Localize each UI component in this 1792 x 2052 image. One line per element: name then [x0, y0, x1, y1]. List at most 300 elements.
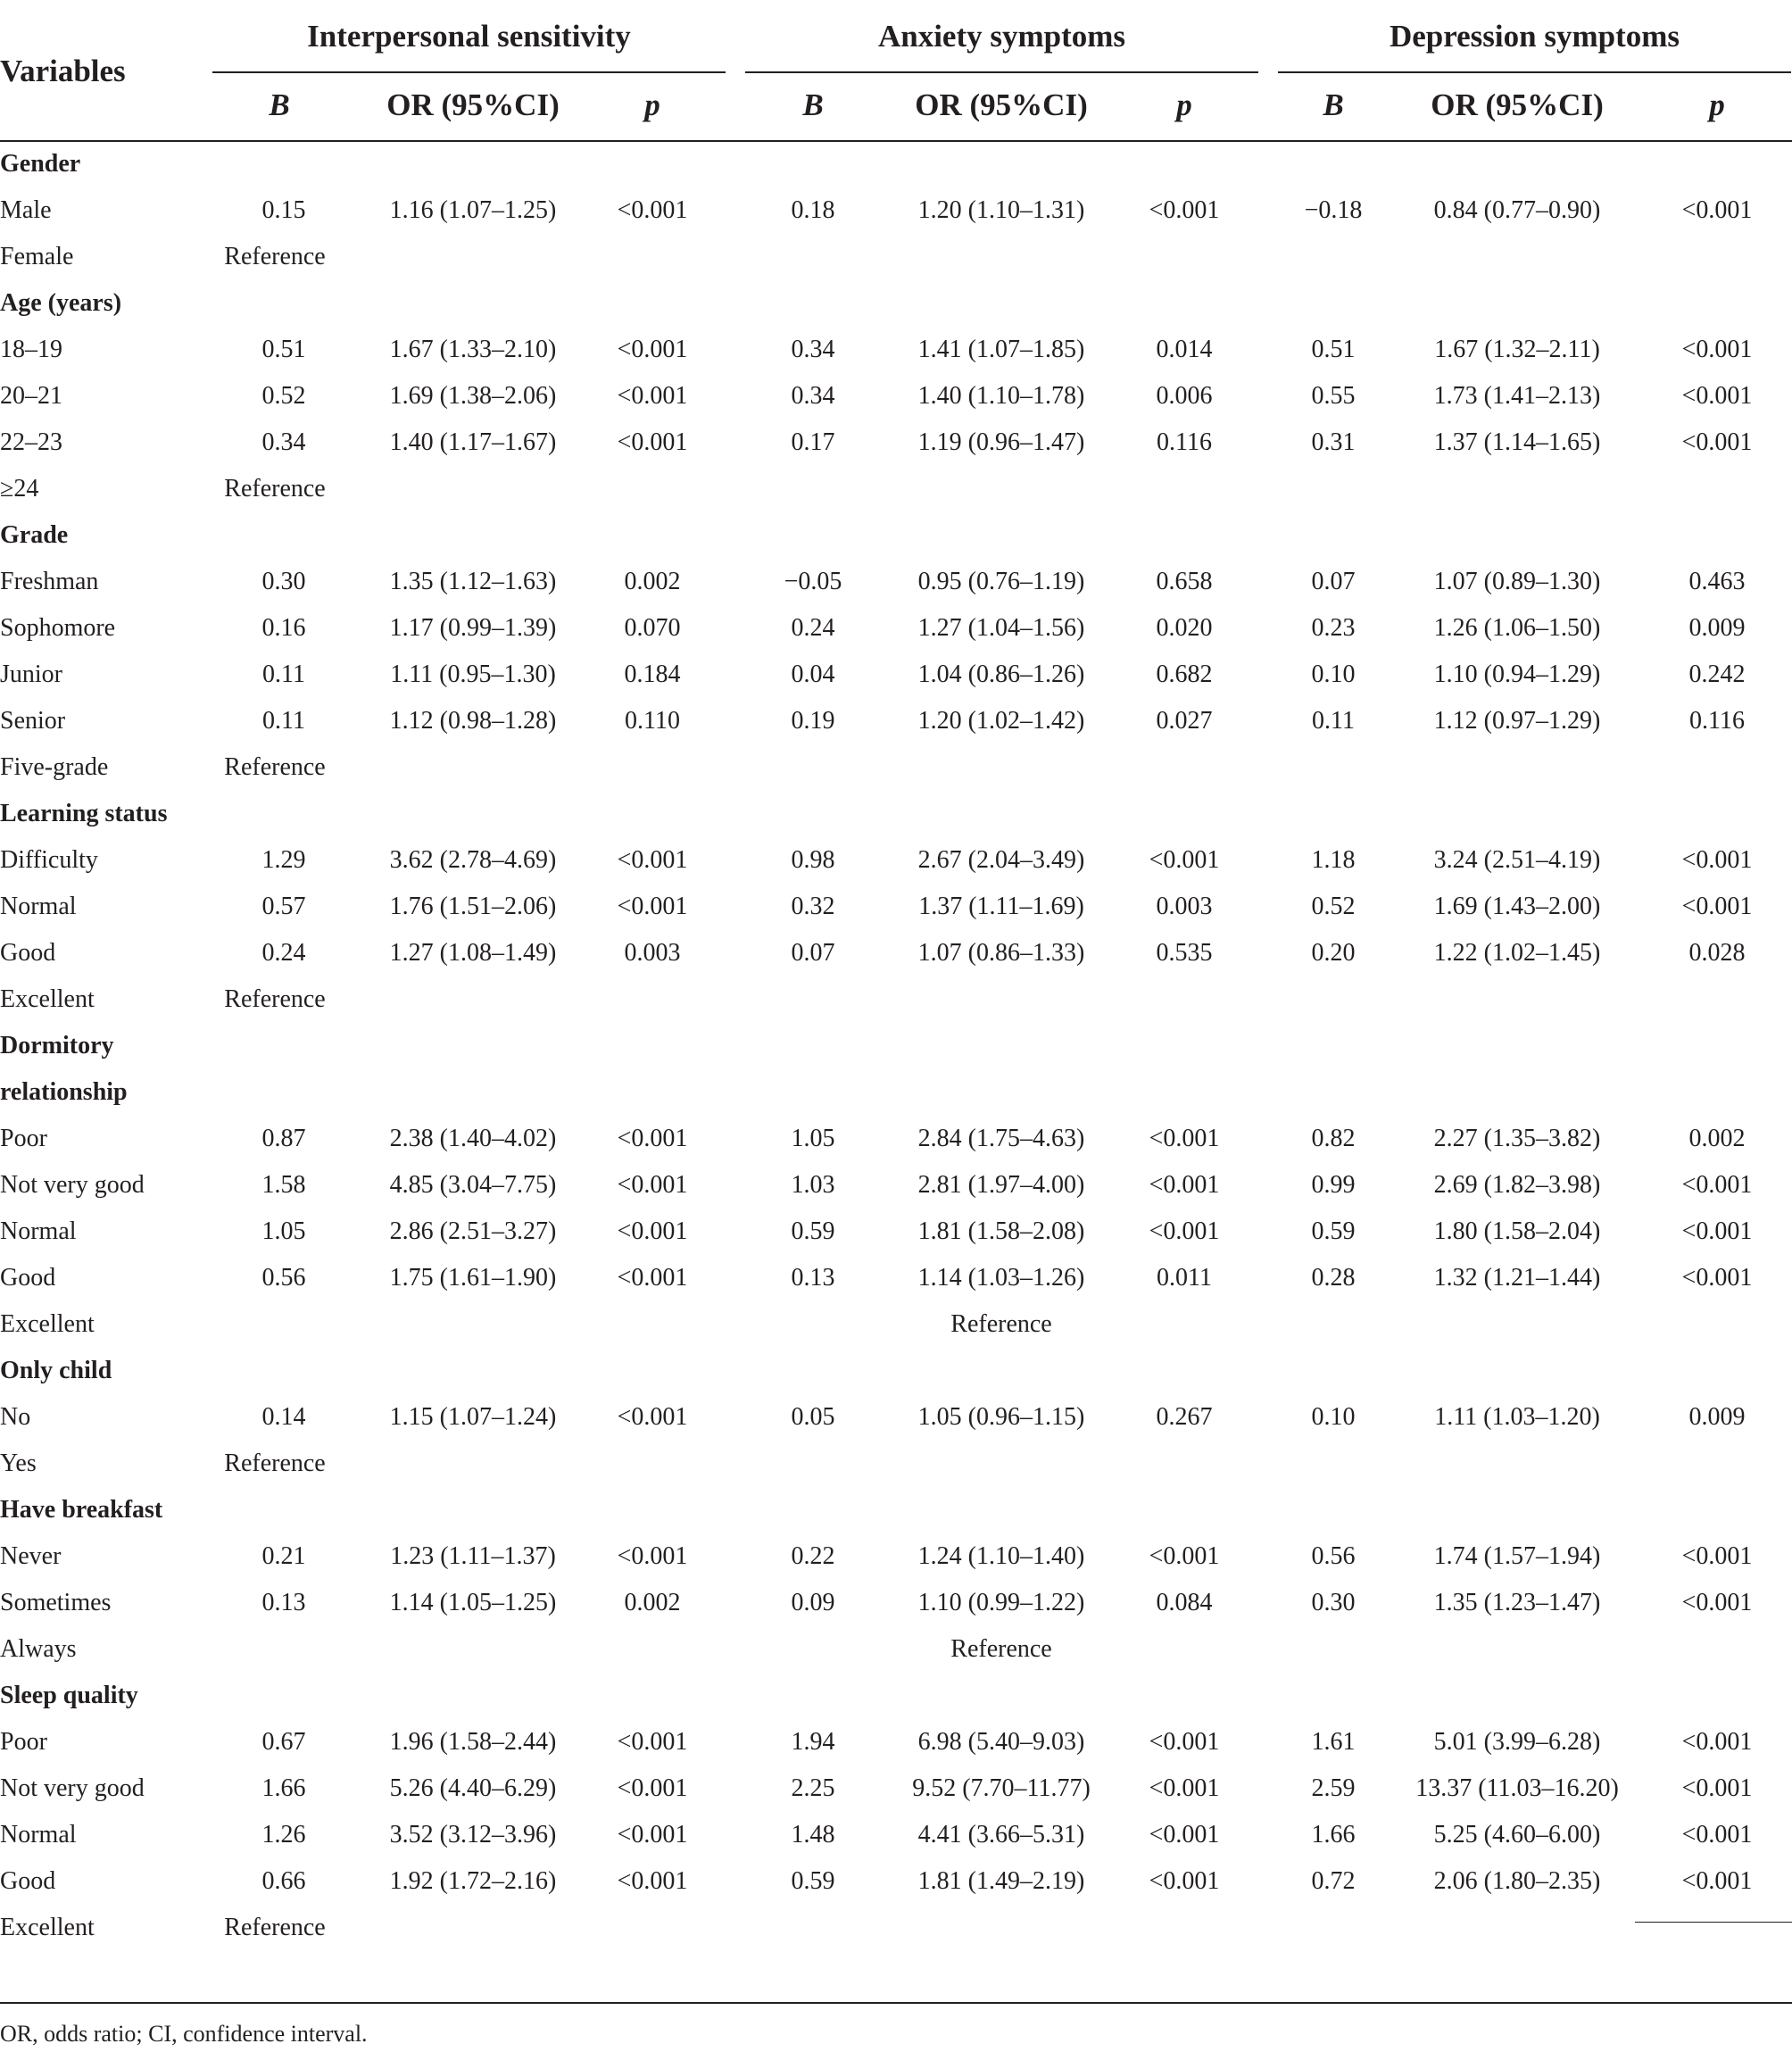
p-value: <0.001: [617, 1728, 688, 1756]
or-ci-value: 6.98 (5.40–9.03): [917, 1728, 1085, 1756]
or-ci-value: 1.67 (1.32–2.11): [1434, 336, 1600, 363]
reference-label: Reference: [224, 1450, 326, 1477]
p-value: 0.682: [1156, 660, 1213, 688]
table-row: [0, 187, 1792, 234]
row-label: 18–19: [0, 336, 62, 363]
subheader-or: OR (95%CI): [915, 87, 1088, 122]
or-ci-value: 1.14 (1.05–1.25): [389, 1589, 557, 1616]
table-row: [0, 698, 1792, 744]
b-value: 0.07: [791, 939, 835, 967]
or-ci-value: 1.92 (1.72–2.16): [389, 1867, 557, 1895]
p-value: 0.011: [1157, 1264, 1212, 1292]
b-value: 0.30: [1311, 1589, 1356, 1616]
b-value: 0.15: [261, 196, 306, 224]
or-ci-value: 2.67 (2.04–3.49): [917, 846, 1085, 874]
table-row: [0, 930, 1792, 976]
b-value: 0.32: [791, 893, 835, 920]
or-ci-value: 2.69 (1.82–3.98): [1433, 1171, 1601, 1199]
section-header-row: [0, 512, 1792, 559]
p-value: 0.028: [1688, 939, 1746, 967]
p-value: <0.001: [617, 1867, 688, 1895]
group-header-interpersonal-sensitivity: Interpersonal sensitivity: [307, 19, 631, 54]
subheader-b: B: [269, 87, 290, 122]
reference-label: Reference: [224, 1914, 326, 1941]
b-value: 0.34: [261, 428, 306, 456]
table-row: [0, 1162, 1792, 1209]
section-label: Sleep quality: [0, 1682, 138, 1709]
reference-label: Reference: [224, 475, 326, 503]
p-value: 0.116: [1689, 707, 1745, 735]
reference-label: Reference: [950, 1310, 1052, 1338]
or-ci-value: 0.95 (0.76–1.19): [917, 568, 1085, 595]
row-label: Excellent: [0, 1914, 95, 1941]
table-bottom-rule: [0, 2002, 1792, 2004]
p-value: 0.535: [1156, 939, 1213, 967]
row-label: Five-grade: [0, 753, 109, 781]
table-row: [0, 1394, 1792, 1441]
p-value: <0.001: [1149, 1542, 1220, 1570]
or-ci-value: 1.32 (1.21–1.44): [1433, 1264, 1601, 1292]
p-value: 0.020: [1156, 614, 1213, 642]
or-ci-value: 4.41 (3.66–5.31): [917, 1821, 1085, 1848]
or-ci-value: 1.19 (0.96–1.47): [917, 428, 1085, 456]
p-value: 0.658: [1156, 568, 1213, 595]
b-value: 0.20: [1311, 939, 1356, 967]
b-value: 0.66: [261, 1867, 306, 1895]
p-value: 0.003: [624, 939, 681, 967]
b-value: 0.17: [791, 428, 835, 456]
row-label: Poor: [0, 1125, 47, 1152]
section-label: Gender: [0, 150, 81, 178]
p-value: 0.002: [1688, 1125, 1746, 1152]
p-value: <0.001: [1149, 1867, 1220, 1895]
or-ci-value: 1.67 (1.33–2.10): [389, 336, 557, 363]
p-value: 0.242: [1688, 660, 1746, 688]
b-value: 0.99: [1311, 1171, 1356, 1199]
section-header-row: [0, 1673, 1792, 1719]
or-ci-value: 1.20 (1.02–1.42): [917, 707, 1085, 735]
table-row: [0, 884, 1792, 930]
or-ci-value: 1.69 (1.43–2.00): [1433, 893, 1601, 920]
or-ci-value: 1.22 (1.02–1.45): [1433, 939, 1601, 967]
or-ci-value: 1.11 (1.03–1.20): [1434, 1403, 1600, 1431]
row-label: 22–23: [0, 428, 62, 456]
table-row: [0, 605, 1792, 652]
b-value: 0.10: [1311, 660, 1356, 688]
row-label: Sophomore: [0, 614, 116, 642]
table-row: [0, 1209, 1792, 1255]
or-ci-value: 1.10 (0.94–1.29): [1433, 660, 1601, 688]
p-value: <0.001: [1149, 846, 1220, 874]
row-label: ≥24: [0, 475, 39, 503]
p-value: <0.001: [1681, 1821, 1753, 1848]
p-value: <0.001: [1149, 1728, 1220, 1756]
table-footnote: OR, odds ratio; CI, confidence interval.: [0, 2021, 368, 2047]
reference-label: Reference: [224, 985, 326, 1013]
or-ci-value: 1.07 (0.86–1.33): [917, 939, 1085, 967]
row-label: Sometimes: [0, 1589, 112, 1616]
or-ci-value: 1.15 (1.07–1.24): [389, 1403, 557, 1431]
table-row: [0, 1580, 1792, 1626]
b-value: 1.26: [261, 1821, 306, 1848]
b-value: 1.03: [791, 1171, 835, 1199]
or-ci-value: 1.81 (1.49–2.19): [917, 1867, 1085, 1895]
row-label: Not very good: [0, 1774, 145, 1802]
row-label: Yes: [0, 1450, 37, 1477]
table-row: [0, 234, 1792, 280]
table-row: [0, 1255, 1792, 1301]
row-label: Excellent: [0, 1310, 95, 1338]
or-ci-value: 1.69 (1.38–2.06): [389, 382, 557, 410]
table-row: [0, 373, 1792, 420]
b-value: 0.59: [1311, 1217, 1356, 1245]
b-value: 1.48: [791, 1821, 835, 1848]
row-label: Excellent: [0, 985, 95, 1013]
p-value: <0.001: [1681, 1264, 1753, 1292]
b-value: 2.25: [791, 1774, 835, 1802]
table-row: [0, 1626, 1792, 1673]
b-value: 0.98: [791, 846, 835, 874]
p-value: <0.001: [617, 893, 688, 920]
p-value: 0.110: [625, 707, 680, 735]
or-ci-value: 1.73 (1.41–2.13): [1433, 382, 1601, 410]
section-header-row: [0, 1023, 1792, 1069]
row-label: Difficulty: [0, 846, 98, 874]
or-ci-value: 1.04 (0.86–1.26): [917, 660, 1085, 688]
b-value: 0.51: [1311, 336, 1356, 363]
p-value: <0.001: [617, 382, 688, 410]
b-value: 0.11: [262, 707, 305, 735]
table-row: [0, 1765, 1792, 1812]
or-ci-value: 1.14 (1.03–1.26): [917, 1264, 1085, 1292]
p-value: <0.001: [1149, 196, 1220, 224]
b-value: 0.72: [1311, 1867, 1356, 1895]
row-label: Not very good: [0, 1171, 145, 1199]
p-value: 0.009: [1688, 614, 1746, 642]
or-ci-value: 1.80 (1.58–2.04): [1433, 1217, 1601, 1245]
p-value: <0.001: [1681, 1542, 1753, 1570]
section-header-row: [0, 1487, 1792, 1533]
p-value: 0.002: [624, 568, 681, 595]
section-label: Have breakfast: [0, 1496, 163, 1524]
or-ci-value: 2.27 (1.35–3.82): [1433, 1125, 1601, 1152]
group-header-anxiety-symptoms: Anxiety symptoms: [877, 19, 1126, 54]
b-value: 1.58: [261, 1171, 306, 1199]
or-ci-value: 1.16 (1.07–1.25): [389, 196, 557, 224]
row-label: Junior: [0, 660, 62, 688]
p-value: <0.001: [617, 1125, 688, 1152]
section-label: Age (years): [0, 289, 122, 317]
p-value: 0.184: [624, 660, 681, 688]
p-value: 0.006: [1156, 382, 1213, 410]
or-ci-value: 5.26 (4.40–6.29): [389, 1774, 557, 1802]
group-header-depression-symptoms: Depression symptoms: [1389, 19, 1680, 54]
row-label: No: [0, 1403, 31, 1431]
p-value: 0.009: [1688, 1403, 1746, 1431]
or-ci-value: 2.81 (1.97–4.00): [917, 1171, 1085, 1199]
subheader-p: p: [1709, 87, 1725, 122]
b-value: 1.66: [1311, 1821, 1356, 1848]
p-value: <0.001: [1681, 1728, 1753, 1756]
or-ci-value: 1.81 (1.58–2.08): [917, 1217, 1085, 1245]
table-row: [0, 976, 1792, 1023]
b-value: 0.16: [261, 614, 306, 642]
or-ci-value: 5.25 (4.60–6.00): [1433, 1821, 1601, 1848]
or-ci-value: 1.10 (0.99–1.22): [917, 1589, 1085, 1616]
p-value: <0.001: [1149, 1774, 1220, 1802]
p-value: <0.001: [1681, 382, 1753, 410]
b-value: 0.18: [791, 196, 835, 224]
subheader-b: B: [802, 87, 824, 122]
p-value: <0.001: [617, 196, 688, 224]
b-value: 0.13: [791, 1264, 835, 1292]
p-value: <0.001: [617, 1774, 688, 1802]
row-label: Never: [0, 1542, 62, 1570]
b-value: 0.52: [1311, 893, 1356, 920]
or-ci-value: 2.06 (1.80–2.35): [1433, 1867, 1601, 1895]
b-value: 0.05: [791, 1403, 835, 1431]
or-ci-value: 1.23 (1.11–1.37): [390, 1542, 556, 1570]
b-value: −0.05: [784, 568, 842, 595]
b-value: 1.18: [1311, 846, 1356, 874]
p-value: <0.001: [1681, 1217, 1753, 1245]
b-value: 0.24: [261, 939, 306, 967]
p-value: 0.027: [1156, 707, 1213, 735]
table-row: [0, 1905, 1792, 1951]
reference-label: Reference: [224, 753, 326, 781]
p-value: <0.001: [1149, 1217, 1220, 1245]
row-label: Male: [0, 196, 52, 224]
b-value: 0.31: [1311, 428, 1356, 456]
b-value: 1.94: [791, 1728, 835, 1756]
p-value: <0.001: [617, 1821, 688, 1848]
row-label: Good: [0, 939, 56, 967]
b-value: 0.11: [262, 660, 305, 688]
b-value: 0.24: [791, 614, 835, 642]
b-value: 0.55: [1311, 382, 1356, 410]
row-label: Normal: [0, 893, 77, 920]
b-value: 0.34: [791, 336, 835, 363]
or-ci-value: 2.84 (1.75–4.63): [917, 1125, 1085, 1152]
b-value: 0.34: [791, 382, 835, 410]
table-row: [0, 1858, 1792, 1905]
p-value: <0.001: [1149, 1821, 1220, 1848]
p-value: <0.001: [1681, 1171, 1753, 1199]
subheader-p: p: [644, 87, 660, 122]
reference-label: Reference: [224, 243, 326, 270]
or-ci-value: 1.76 (1.51–2.06): [389, 893, 557, 920]
p-value: <0.001: [617, 1217, 688, 1245]
p-value: <0.001: [1681, 336, 1753, 363]
p-value: 0.116: [1157, 428, 1212, 456]
or-ci-value: 1.24 (1.10–1.40): [917, 1542, 1085, 1570]
b-value: 0.57: [261, 893, 306, 920]
section-label: Grade: [0, 521, 69, 549]
table-row: [0, 1301, 1792, 1348]
group-underline-interpersonal: [212, 71, 726, 73]
p-value: 0.463: [1688, 568, 1746, 595]
p-value: <0.001: [617, 1403, 688, 1431]
or-ci-value: 1.40 (1.17–1.67): [389, 428, 557, 456]
subheader-b: B: [1323, 87, 1344, 122]
b-value: 0.28: [1311, 1264, 1356, 1292]
section-header-row: [0, 1348, 1792, 1394]
or-ci-value: 9.52 (7.70–11.77): [912, 1774, 1091, 1802]
subheader-or: OR (95%CI): [386, 87, 560, 122]
or-ci-value: 1.41 (1.07–1.85): [917, 336, 1085, 363]
b-value: 1.29: [261, 846, 306, 874]
row-label: Senior: [0, 707, 66, 735]
p-value: 0.002: [624, 1589, 681, 1616]
or-ci-value: 1.37 (1.11–1.69): [918, 893, 1084, 920]
p-value: <0.001: [617, 1542, 688, 1570]
table-row: [0, 327, 1792, 373]
row-label: Normal: [0, 1217, 77, 1245]
or-ci-value: 13.37 (11.03–16.20): [1415, 1774, 1619, 1802]
b-value: 0.22: [791, 1542, 835, 1570]
b-value: 1.05: [261, 1217, 306, 1245]
subheader-or: OR (95%CI): [1431, 87, 1604, 122]
p-value: 0.267: [1156, 1403, 1213, 1431]
p-value: 0.003: [1156, 893, 1213, 920]
group-underline-depression: [1278, 71, 1791, 73]
variables-header: Variables: [0, 54, 126, 88]
b-value: 0.30: [261, 568, 306, 595]
section-header-row: [0, 791, 1792, 837]
row-label: Always: [0, 1635, 77, 1663]
p-value: <0.001: [1681, 1774, 1753, 1802]
p-value: <0.001: [1681, 893, 1753, 920]
or-ci-value: 1.27 (1.04–1.56): [917, 614, 1085, 642]
table-row: [0, 744, 1792, 791]
or-ci-value: 3.52 (3.12–3.96): [389, 1821, 557, 1848]
p-value: <0.001: [617, 1264, 688, 1292]
or-ci-value: 1.07 (0.89–1.30): [1433, 568, 1601, 595]
p-value: 0.014: [1156, 336, 1213, 363]
p-value: <0.001: [1149, 1171, 1220, 1199]
b-value: 0.56: [1311, 1542, 1356, 1570]
or-ci-value: 3.62 (2.78–4.69): [389, 846, 557, 874]
b-value: 1.05: [791, 1125, 835, 1152]
p-value: <0.001: [1681, 1867, 1753, 1895]
table-row: [0, 652, 1792, 698]
b-value: 2.59: [1311, 1774, 1356, 1802]
p-value: <0.001: [1149, 1125, 1220, 1152]
or-ci-value: 4.85 (3.04–7.75): [389, 1171, 557, 1199]
or-ci-value: 0.84 (0.77–0.90): [1433, 196, 1601, 224]
b-value: 1.61: [1311, 1728, 1356, 1756]
table-row: [0, 1116, 1792, 1162]
p-value: <0.001: [1681, 846, 1753, 874]
row-label: Freshman: [0, 568, 99, 595]
or-ci-value: 1.20 (1.10–1.31): [917, 196, 1085, 224]
short-rule: [1635, 1922, 1792, 1923]
row-label: 20–21: [0, 382, 62, 410]
or-ci-value: 1.26 (1.06–1.50): [1433, 614, 1601, 642]
b-value: 0.13: [261, 1589, 306, 1616]
section-header-row: [0, 141, 1792, 187]
b-value: 0.56: [261, 1264, 306, 1292]
p-value: 0.084: [1156, 1589, 1213, 1616]
or-ci-value: 1.17 (0.99–1.39): [389, 614, 557, 642]
b-value: 0.87: [261, 1125, 306, 1152]
or-ci-value: 1.35 (1.23–1.47): [1433, 1589, 1601, 1616]
or-ci-value: 1.74 (1.57–1.94): [1433, 1542, 1601, 1570]
b-value: 0.51: [261, 336, 306, 363]
or-ci-value: 1.12 (0.97–1.29): [1433, 707, 1601, 735]
table-row: [0, 1533, 1792, 1580]
b-value: 0.04: [791, 660, 835, 688]
b-value: 0.59: [791, 1217, 835, 1245]
b-value: 0.82: [1311, 1125, 1356, 1152]
or-ci-value: 2.86 (2.51–3.27): [389, 1217, 557, 1245]
p-value: 0.070: [624, 614, 681, 642]
row-label: Good: [0, 1867, 56, 1895]
p-value: <0.001: [1681, 428, 1753, 456]
table-row: [0, 466, 1792, 512]
p-value: <0.001: [1681, 196, 1753, 224]
or-ci-value: 1.40 (1.10–1.78): [917, 382, 1085, 410]
or-ci-value: 1.12 (0.98–1.28): [389, 707, 557, 735]
b-value: 0.14: [261, 1403, 306, 1431]
b-value: 0.09: [791, 1589, 835, 1616]
group-underline-anxiety: [745, 71, 1258, 73]
b-value: 0.19: [791, 707, 835, 735]
or-ci-value: 1.11 (0.95–1.30): [390, 660, 556, 688]
b-value: 0.23: [1311, 614, 1356, 642]
section-header-row: [0, 1069, 1792, 1116]
b-value: 0.10: [1311, 1403, 1356, 1431]
table-row: [0, 559, 1792, 605]
or-ci-value: 3.24 (2.51–4.19): [1433, 846, 1601, 874]
row-label: Female: [0, 243, 74, 270]
section-label: Only child: [0, 1357, 112, 1384]
row-label: Normal: [0, 1821, 77, 1848]
p-value: <0.001: [617, 846, 688, 874]
subheader-p: p: [1176, 87, 1192, 122]
p-value: <0.001: [1681, 1589, 1753, 1616]
b-value: 0.21: [261, 1542, 306, 1570]
table-row: [0, 1812, 1792, 1858]
or-ci-value: 1.37 (1.14–1.65): [1433, 428, 1601, 456]
section-label: Learning status: [0, 800, 168, 827]
or-ci-value: 1.75 (1.61–1.90): [389, 1264, 557, 1292]
row-label: Good: [0, 1264, 56, 1292]
table-row: [0, 1719, 1792, 1765]
b-value: 0.07: [1311, 568, 1356, 595]
b-value: 0.11: [1312, 707, 1355, 735]
table-row: [0, 1441, 1792, 1487]
or-ci-value: 1.96 (1.58–2.44): [389, 1728, 557, 1756]
section-header-row: [0, 280, 1792, 327]
or-ci-value: 1.05 (0.96–1.15): [917, 1403, 1085, 1431]
b-value: 0.59: [791, 1867, 835, 1895]
table-row: [0, 420, 1792, 466]
section-label: Dormitory: [0, 1032, 114, 1059]
b-value: −0.18: [1304, 196, 1363, 224]
section-label: relationship: [0, 1078, 128, 1106]
b-value: 1.66: [261, 1774, 306, 1802]
p-value: <0.001: [617, 428, 688, 456]
reference-label: Reference: [950, 1635, 1052, 1663]
table-row: [0, 837, 1792, 884]
or-ci-value: 1.35 (1.12–1.63): [389, 568, 557, 595]
b-value: 0.67: [261, 1728, 306, 1756]
or-ci-value: 1.27 (1.08–1.49): [389, 939, 557, 967]
or-ci-value: 2.38 (1.40–4.02): [389, 1125, 557, 1152]
p-value: <0.001: [617, 1171, 688, 1199]
row-label: Poor: [0, 1728, 47, 1756]
